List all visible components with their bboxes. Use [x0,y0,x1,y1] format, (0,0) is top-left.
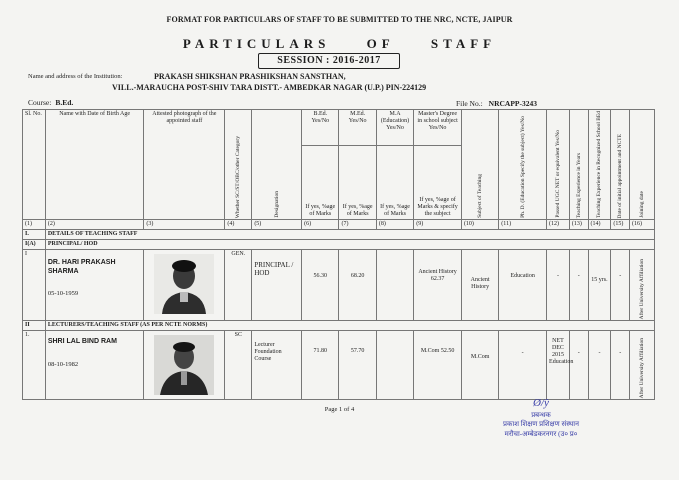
photo-cell [144,249,225,320]
stamp-line-1: प्रबन्धक [531,410,551,419]
file-value: NRCAPP-3243 [488,99,537,108]
col-header-masters: Master's Degree in school subject Yes/No [414,110,462,146]
section-row [23,229,655,239]
section-number: II [23,321,46,331]
section-row [23,321,655,331]
col-number: (5) [252,219,302,229]
row-net: - [547,249,570,320]
institution-label: Name and address of the Institution: [28,73,123,80]
col-header-subject: Subject of Teaching [461,110,498,220]
section-title: LECTURERS/TEACHING STAFF (AS PER NCTE NORMS) [45,321,654,331]
format-heading: FORMAT FOR PARTICULARS OF STAFF TO BE SUBMITTED TO THE NRC, NCTE, JAIPUR [166,15,513,24]
section-number: I. [23,229,46,239]
title-word-1: PARTICULARS [182,36,331,51]
col-header-appointment: Date of initial appointment and NCTE [611,110,630,220]
institution-name: PRAKASH SHIKSHAN PRASHIKSHAN SANSTHAN, [154,72,346,81]
col-number: (3) [144,219,225,229]
col-number: (9) [414,219,462,229]
col-header-teaching: Teaching Experience in Years [569,110,588,220]
row-phd: - [499,331,547,400]
row-teaching: - [569,249,588,320]
col-header-recognized: Teaching Experience in Recognized School BEd [588,110,611,220]
col-header-sl: Sl. No. [23,110,46,220]
session-box: SESSION : 2016-2017 [258,53,400,69]
staff-photo [154,254,214,314]
staff-photo [154,335,214,395]
row-ma [376,331,413,400]
page-number: Page 1 of 4 [324,406,355,413]
stamp-line-3: मरौचा-अम्बेडकरनगर (उ० प्र० [504,429,578,438]
staff-name: DR. HARI PRAKASH SHARMA [47,258,116,275]
col-number: (12) [547,219,570,229]
row-designation: PRINCIPAL / HOD [252,249,302,320]
header-row-top [23,110,655,146]
institution-address: VILL.-MARAUCHA POST-SHIV TARA DISTT.- AMBEDKAR NAGAR (U.P.) PIN-224129 [112,83,427,92]
course-field [28,98,73,107]
col-header-category: Whether SC/ST/OBC/other Category [225,110,252,220]
col-header-net: Passed UGC NET or equivalent Yes/No [547,110,570,220]
section-title: PRINCIPAL/ HOD [45,239,654,249]
photo-cell [144,331,225,400]
staff-name: SHRI LAL BIND RAM [47,338,117,346]
row-joining: After University Affiliation [630,331,655,400]
col-number: (4) [225,219,252,229]
title-word-2: OF [366,36,395,51]
col-header-phd: Ph. D. (Education Specify the subject) Yes/No [499,110,547,220]
row-subject: Ancient History [461,249,498,320]
stamp-line-2: प्रकाश शिक्षण प्रशिक्षण संस्थान [503,420,579,429]
row-designation: Lecturer Foundation Course [252,331,302,400]
staff-dob: 08-10-1982 [47,360,79,368]
col-header-designation: Designation [252,110,302,220]
col-subheader-med: If yes, %age of Marks [339,145,376,219]
row-recognized: - [588,331,611,400]
row-med: 57.70 [339,331,376,400]
row-appointment: - [611,249,630,320]
column-number-row [23,219,655,229]
row-ma [376,249,413,320]
col-number: (2) [45,219,144,229]
row-category: SC [225,331,252,400]
row-bed: 71.80 [302,331,339,400]
signature-stamp [471,396,611,439]
col-subheader-bed: If yes, %age of Marks [302,145,339,219]
row-net: NET DEC 2015 Education [547,331,570,400]
row-phd: Education [499,249,547,320]
row-subject: M.Com [461,331,498,400]
row-med: 68.20 [339,249,376,320]
row-sl: 1. [23,331,46,400]
row-recognized: 15 yrs. [588,249,611,320]
staff-name-cell [45,249,144,320]
col-subheader-ma: If yes, %age of Marks [376,145,413,219]
col-header-bed: B.Ed. Yes/No [302,110,339,146]
staff-dob: 05-10-1959 [47,290,79,298]
course-label: Course: [28,98,52,107]
table-row [23,331,655,400]
col-number: (11) [499,219,547,229]
section-title: DETAILS OF TEACHING STAFF [45,229,654,239]
col-number: (8) [376,219,413,229]
file-label: File No.: [456,99,483,108]
staff-table [22,109,655,400]
row-category: GEN. [225,249,252,320]
col-number: (13) [569,219,588,229]
row-sl: I [23,249,46,320]
col-number: (16) [630,219,655,229]
col-number: (6) [302,219,339,229]
row-teaching: - [569,331,588,400]
col-number: (7) [339,219,376,229]
col-header-joining: Joining date [630,110,655,220]
row-bed: 56.30 [302,249,339,320]
col-number: (10) [461,219,498,229]
staff-name-cell [45,331,144,400]
col-number: (15) [611,219,630,229]
section-number: I(A) [23,239,46,249]
section-row [23,239,655,249]
table-row [23,249,655,320]
row-masters: M.Com 52.50 [414,331,462,400]
col-number: (1) [23,219,46,229]
file-number-field [456,99,537,108]
col-subheader-masters: If yes, %age of Marks & specify the subject [414,145,462,219]
title-word-3: STAFF [430,36,497,51]
col-number: (14) [588,219,611,229]
col-header-name: Name with Date of Birth Age [45,110,144,220]
course-value: B.Ed. [55,98,74,107]
row-masters: Ancient History 62.37 [414,249,462,320]
col-header-ma: M.A (Education) Yes/No [376,110,413,146]
row-joining: After University Affiliation [630,249,655,320]
col-header-med: M.Ed. Yes/No [339,110,376,146]
row-appointment: - [611,331,630,400]
col-header-photo: Attested photograph of the appointed staff [144,110,225,220]
signature: Ø/ŷ [533,397,549,409]
page-title [0,36,679,52]
